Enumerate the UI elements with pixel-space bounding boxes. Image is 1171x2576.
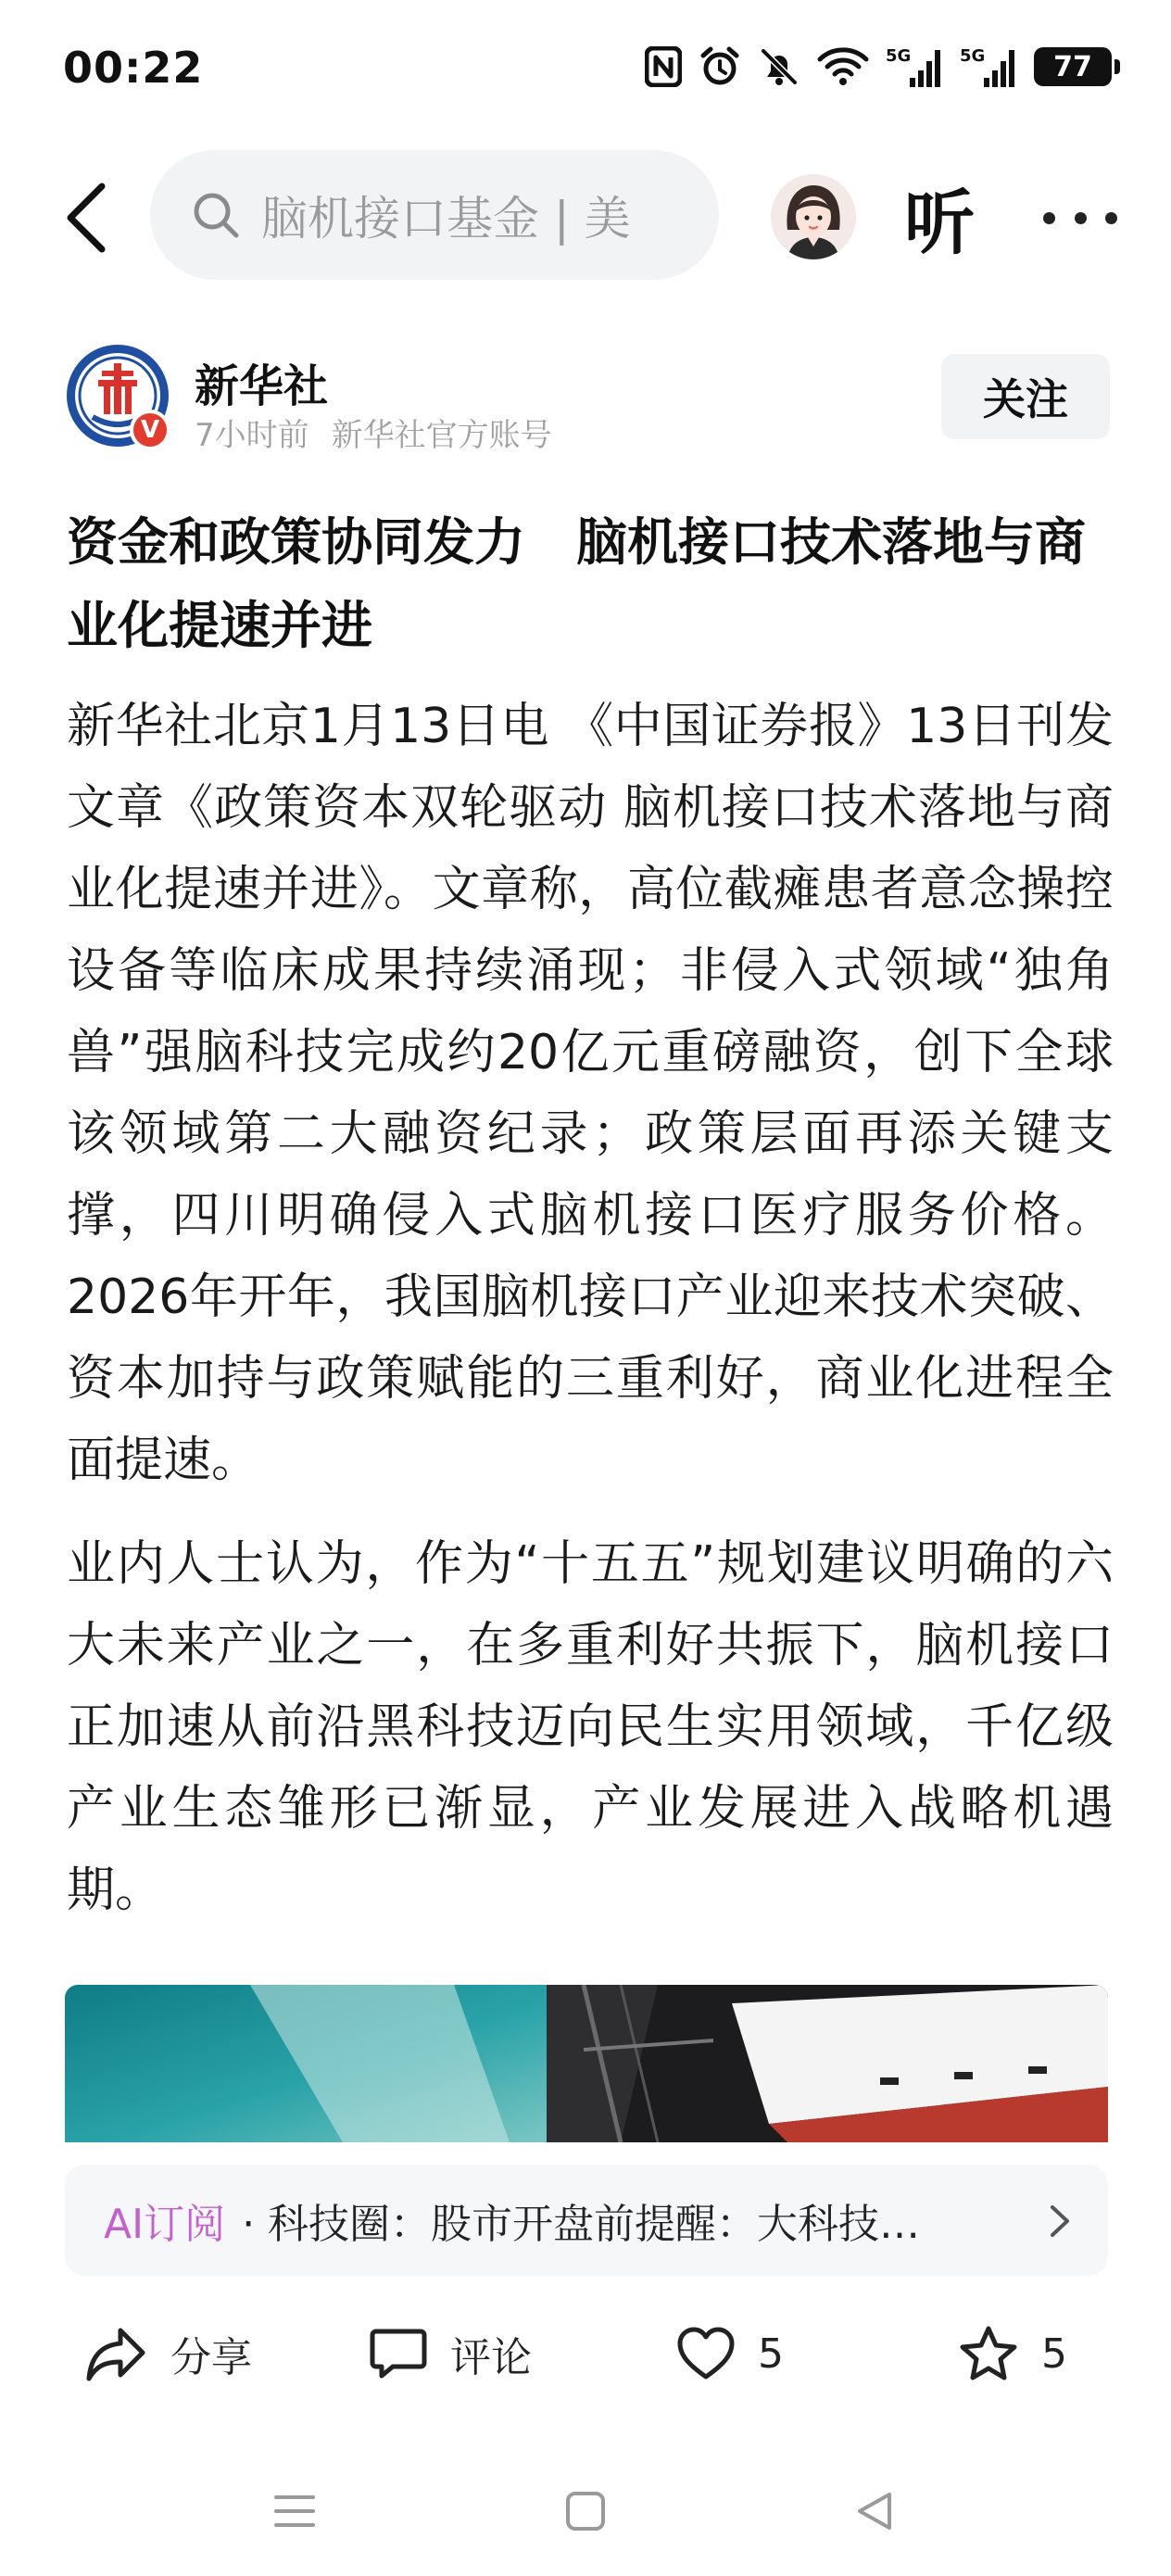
follow-button[interactable]: 关注 xyxy=(941,354,1110,439)
article-image[interactable] xyxy=(65,1985,1108,2142)
star-icon xyxy=(958,2325,1019,2382)
share-icon xyxy=(85,2325,148,2382)
author-meta xyxy=(195,410,552,455)
comment-icon xyxy=(369,2326,428,2381)
back-triangle-icon xyxy=(854,2491,895,2532)
signal-5g-icon xyxy=(886,44,943,89)
ai-subscription-bar[interactable] xyxy=(65,2165,1108,2276)
status-time: 00:22 xyxy=(63,43,204,93)
more-dot-icon xyxy=(1043,212,1055,224)
search-query-text: 脑机接口基金 | 美 xyxy=(261,192,631,246)
status-bar xyxy=(0,0,1171,139)
verified-badge-icon: V xyxy=(130,410,170,450)
search-input[interactable] xyxy=(150,150,719,280)
more-dot-icon xyxy=(1075,212,1087,224)
like-count: 5 xyxy=(758,2330,784,2378)
chevron-right-icon xyxy=(1049,2203,1071,2239)
home-square-icon xyxy=(565,2491,606,2532)
listen-button[interactable]: 听 xyxy=(904,182,975,264)
avatar-icon xyxy=(771,174,856,259)
signal-5g-icon xyxy=(960,44,1017,89)
more-dot-icon xyxy=(1105,212,1117,224)
like-button[interactable] xyxy=(676,2318,784,2389)
article-photo-icon xyxy=(65,1985,1108,2142)
nfc-icon xyxy=(645,46,682,87)
favorite-button[interactable] xyxy=(958,2318,1067,2389)
more-options-button[interactable] xyxy=(1043,195,1117,241)
status-icons xyxy=(645,41,1112,93)
wifi-icon xyxy=(817,46,869,87)
share-button[interactable] xyxy=(85,2318,252,2389)
network-label: 5G xyxy=(886,46,912,66)
article-paragraph: 业内人士认为，作为“十五五”规划建议明确的六大未来产业之一，在多重利好共振下，脑机接口正加速从前沿黑科技迈向民生实用领域，千亿级产业生态雏形已渐显，产业发展进入战略机遇期。 xyxy=(67,1536,1114,1918)
assistant-avatar[interactable] xyxy=(771,174,856,259)
heart-icon xyxy=(676,2327,736,2380)
ai-subscription-text: · 科技圈：股市开盘前提醒：大科技… xyxy=(242,2201,921,2248)
article-action-bar xyxy=(0,2307,1171,2400)
recent-apps-button[interactable] xyxy=(267,2483,322,2539)
battery-icon: 77 xyxy=(1034,47,1112,86)
favorite-count: 5 xyxy=(1041,2330,1067,2378)
mute-icon xyxy=(758,45,800,88)
top-nav-bar xyxy=(0,139,1171,297)
author-row xyxy=(0,343,1171,454)
publish-time: 7小时前 xyxy=(195,417,309,454)
menu-icon xyxy=(273,2493,316,2530)
home-button[interactable] xyxy=(558,2483,613,2539)
author-description: 新华社官方账号 xyxy=(331,417,552,454)
author-name[interactable]: 新华社 xyxy=(195,360,329,412)
network-label: 5G xyxy=(960,46,986,66)
comment-button[interactable] xyxy=(369,2318,532,2389)
back-arrow-icon xyxy=(63,181,109,255)
comment-label: 评论 xyxy=(450,2334,532,2381)
search-icon xyxy=(191,190,241,240)
alarm-icon xyxy=(699,45,741,88)
system-back-button[interactable] xyxy=(847,2483,902,2539)
article-paragraph: 新华社北京1月13日电 《中国证券报》13日刊发文章《政策资本双轮驱动 脑机接口技术落地与商业化提速并进》。文章称，高位截瘫患者意念操控设备等临床成果持续涌现；非侵入式领域“独角兽”强脑科技完成约20亿元重磅融资，创下全球该领域第二大融资纪录；政策层面再添关键支撑，四川明确侵入式脑机接口医疗服务价格。2026年开年，我国脑机接口产业迎来技术突破、资本加持与政策赋能的三重利好，商业化进程全面提速。 xyxy=(67,699,1114,1488)
ai-subscription-label: AI订阅 xyxy=(104,2201,226,2248)
system-navigation-bar xyxy=(0,2465,1171,2557)
share-label: 分享 xyxy=(170,2334,252,2381)
back-button[interactable] xyxy=(44,176,128,259)
article-body xyxy=(67,686,1114,1953)
article-title: 资金和政策协同发力 脑机接口技术落地与商业化提速并进 xyxy=(67,512,1087,655)
